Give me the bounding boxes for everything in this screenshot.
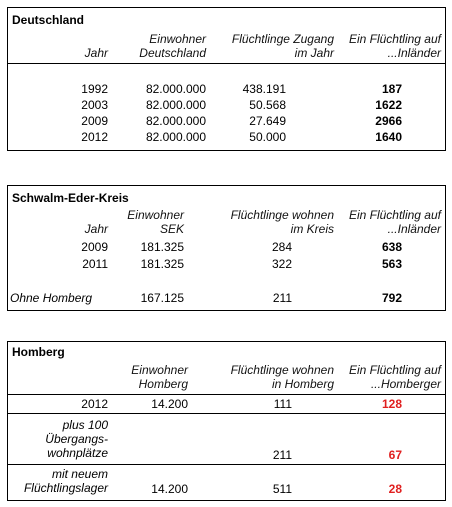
header-einwohner: Einwohner SEK bbox=[127, 208, 184, 236]
table-deutschland: Deutschland Jahr Einwohner Deutschland Flüchtlinge Zugang im Jahr Ein Flüchtling auf ...Inländer 1992 82.000.000 438.191 187 2003 82.000.000 50.568 1622 2009 82.000.000 27.649 2966 2012 82.000.000 50.000 1640 bbox=[7, 7, 446, 151]
header-einwohner: Einwohner Deutschland bbox=[139, 32, 206, 60]
row-divider bbox=[8, 413, 445, 414]
table-title: Deutschland bbox=[12, 13, 85, 27]
table-title: Schwalm-Eder-Kreis bbox=[12, 191, 129, 205]
header-divider bbox=[8, 394, 445, 395]
header-fluechtlinge: Flüchtlinge wohnen im Kreis bbox=[230, 208, 334, 236]
header-einwohner: Einwohner Homberg bbox=[131, 363, 188, 391]
table-title: Homberg bbox=[12, 345, 65, 359]
header-ratio: Ein Flüchtling auf ...Inländer bbox=[348, 32, 441, 60]
row-divider bbox=[8, 464, 445, 465]
header-fluechtlinge: Flüchtlinge Zugang im Jahr bbox=[231, 32, 334, 60]
table-sek: Schwalm-Eder-Kreis Einwohner SEK Flüchtlinge wohnen im Kreis Ein Flüchtling auf ...Inländer Jahr 2009 181.325 284 638 2011 181.325 322 563 Ohne Homberg 167.125 211 792 bbox=[7, 185, 446, 311]
header-divider bbox=[8, 63, 445, 64]
header-jahr: Jahr bbox=[84, 222, 108, 236]
table-homberg: Homberg Einwohner Homberg Flüchtlinge wohnen in Homberg Ein Flüchtling auf ...Homberger 2012 14.200 111 128 plus 100 Übergangs- wohnplätze 211 67 mit neuem Flüchtlingslager 14.200 511 28 bbox=[7, 341, 446, 501]
header-ratio: Ein Flüchtling auf ...Homberger bbox=[348, 363, 441, 391]
header-ratio: Ein Flüchtling auf ...Inländer bbox=[348, 208, 441, 236]
header-fluechtlinge: Flüchtlinge wohnen in Homberg bbox=[230, 363, 334, 391]
header-jahr: Jahr bbox=[84, 46, 108, 60]
